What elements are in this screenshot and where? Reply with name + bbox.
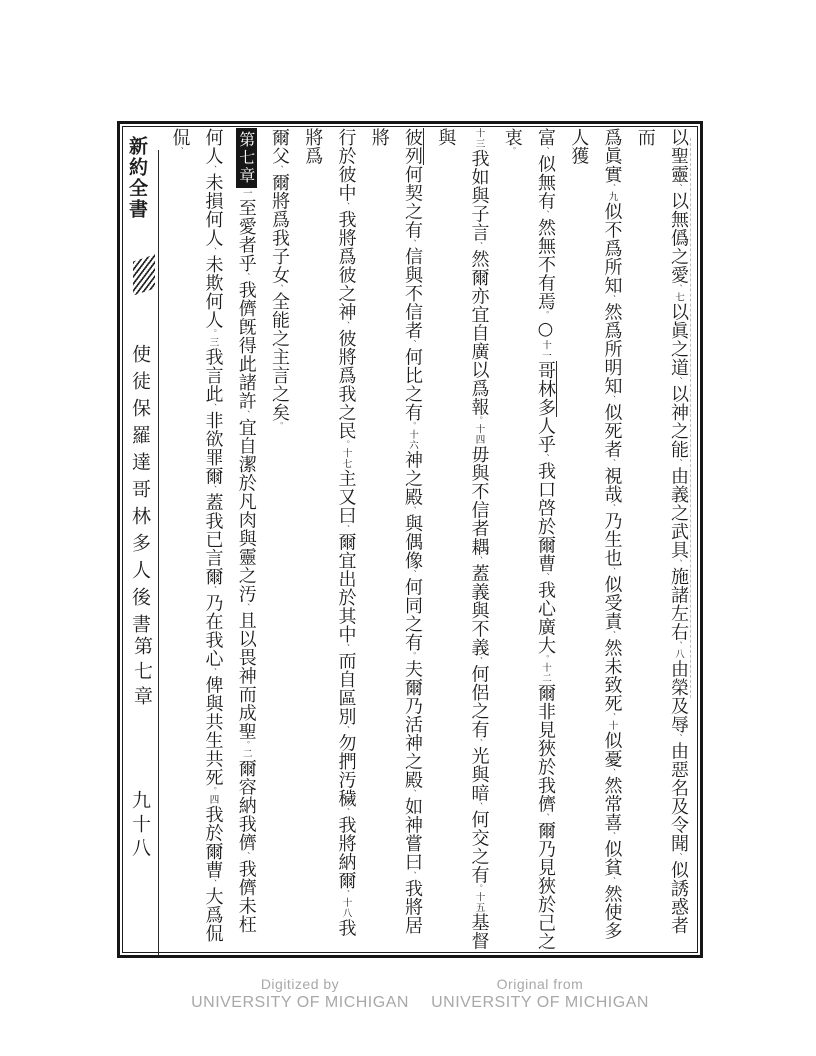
- punctuation-mark: 、: [607, 183, 617, 192]
- proper-noun-mark: 彼列: [402, 128, 423, 165]
- digitized-by-institution: UNIVERSITY OF MICHIGAN: [191, 994, 409, 1011]
- punctuation-mark: 、: [241, 272, 251, 281]
- punctuation-mark: 、: [408, 871, 417, 879]
- punctuation-mark: 。: [541, 654, 550, 663]
- punctuation-mark: 、: [408, 506, 417, 514]
- punctuation-mark: 。: [275, 421, 284, 430]
- punctuation-mark: 、: [541, 146, 550, 155]
- punctuation-mark: 、: [607, 458, 617, 467]
- hatch-ornament-icon: [133, 254, 155, 295]
- text-column-9: 何人、未損何人、未欺何人。三我言此、非欲罪爾、蓋我已言爾、乃在我心、俾與共生共死。四我於爾曹、大爲侃侃、: [169, 128, 224, 943]
- text-column-5: 彼列何契之有、信與不信者、何比之有。十六神之殿、與偶像、何同之有。夫爾乃活神之殿、如神嘗曰、我將居將: [368, 128, 423, 935]
- verse-number: 四: [207, 794, 219, 805]
- punctuation-mark: 、: [474, 656, 484, 665]
- punctuation-mark: 、: [175, 146, 185, 155]
- punctuation-mark: 、: [607, 831, 617, 840]
- punctuation-mark: 。: [208, 786, 218, 795]
- punctuation-mark: 、: [474, 556, 484, 564]
- original-from-stamp: [390, 976, 690, 1012]
- verse-number: 十七: [340, 448, 352, 469]
- verse-number: 十五: [473, 892, 485, 913]
- punctuation-mark: 、: [541, 210, 550, 218]
- punctuation-mark: 、: [674, 376, 683, 385]
- verse-number: 七: [673, 292, 684, 303]
- punctuation-mark: 、: [674, 458, 683, 467]
- punctuation-mark: 、: [607, 876, 617, 885]
- punctuation-mark: 、: [541, 813, 550, 821]
- punctuation-mark: 、: [341, 321, 351, 329]
- punctuation-mark: 、: [607, 768, 617, 776]
- punctuation-mark: 、: [607, 395, 617, 403]
- chapter-heading-box: 第七章: [236, 128, 257, 188]
- punctuation-mark: 、: [208, 165, 218, 173]
- punctuation-mark: 、: [674, 183, 683, 192]
- original-from-label: Original from: [496, 976, 584, 992]
- punctuation-mark: 、: [208, 879, 218, 887]
- punctuation-mark: 、: [607, 567, 617, 575]
- punctuation-mark: 、: [341, 202, 351, 210]
- text-column-2: 爲眞實、九似不爲所知、然爲所明知、似死者、視哉、乃生也、似受責、然未致死、十似憂、然常喜、似貧、然使多人獲: [568, 128, 623, 940]
- verse-number: 十八: [340, 897, 352, 919]
- punctuation-mark: 。: [241, 740, 251, 749]
- text-column-6: 行於彼中、我將爲彼之神、彼將爲我之民。十七主又曰、爾宜出於其中、而自區別、勿捫汚穢、我將納爾、十八我將爲: [302, 128, 357, 937]
- verse-number: 一: [240, 188, 252, 199]
- text-column-8: 第七章一至愛者乎、我儕旣得此諸許、宜自潔於凡肉與靈之汚、且以畏神而成聖。二爾容納我儕、我儕未枉: [230, 128, 263, 952]
- punctuation-mark: 、: [607, 294, 617, 303]
- punctuation-mark: 、: [408, 569, 417, 578]
- punctuation-mark: 、: [341, 889, 351, 898]
- punctuation-mark: 、: [674, 852, 683, 861]
- text-column-7: 爾父、爾將爲我子女、全能之主言之矣。: [269, 128, 290, 430]
- page-number: 九十八: [129, 790, 151, 862]
- verse-number: 三: [207, 337, 219, 348]
- margin-separator-line: [158, 150, 159, 956]
- punctuation-mark: 、: [208, 667, 218, 676]
- verse-number: 十一: [540, 340, 551, 361]
- punctuation-mark: 、: [241, 851, 251, 860]
- running-title: 使徒保羅達哥林多人後書: [129, 344, 151, 641]
- punctuation-mark: 。: [208, 329, 218, 337]
- text-column-1: 以聖靈、以無僞之愛、七以眞之道、以神之能、由義之武具、施諸左右、八由榮及辱、由惡名及令聞、似誘惑者而: [634, 128, 689, 935]
- punctuation-mark: 、: [474, 802, 484, 810]
- book-title: 新約全書: [126, 136, 148, 220]
- punctuation-mark: 、: [474, 738, 484, 747]
- punctuation-mark: 。: [474, 884, 484, 892]
- punctuation-mark: 。: [474, 416, 484, 424]
- text-column-4: 十三我如與子言、然爾亦宜自廣以爲報。十四毋與不信者耦、蓋義與不義、何侶之有、光與暗、何交之有。十五基督與: [435, 128, 490, 950]
- punctuation-mark: 、: [208, 247, 218, 255]
- punctuation-mark: 、: [241, 603, 251, 611]
- punctuation-mark: 、: [275, 165, 284, 173]
- verse-number: 十六: [407, 429, 418, 451]
- punctuation-mark: 、: [341, 643, 351, 652]
- punctuation-mark: 、: [341, 725, 351, 734]
- punctuation-mark: 、: [674, 641, 683, 649]
- verse-number: 九: [606, 191, 618, 202]
- verse-number: 十二: [540, 662, 551, 684]
- punctuation-mark: 、: [275, 284, 284, 292]
- margin-chapter-label: 第七章: [131, 636, 153, 711]
- proper-noun-mark: 哥林多: [535, 361, 556, 417]
- punctuation-mark: 、: [541, 572, 550, 581]
- punctuation-mark: 。: [507, 146, 517, 155]
- punctuation-mark: 、: [208, 585, 218, 594]
- punctuation-mark: 、: [241, 410, 251, 418]
- punctuation-mark: 、: [674, 284, 683, 292]
- punctuation-mark: 、: [208, 485, 218, 493]
- verse-number: 二: [240, 748, 252, 759]
- punctuation-mark: 、: [607, 630, 617, 639]
- verse-number: 八: [673, 649, 684, 660]
- punctuation-mark: 、: [408, 789, 417, 797]
- punctuation-mark: 、: [607, 503, 617, 512]
- punctuation-mark: 、: [674, 733, 683, 742]
- punctuation-mark: 。: [408, 421, 417, 430]
- digitized-by-label: Digitized by: [260, 976, 340, 992]
- original-from-institution: UNIVERSITY OF MICHIGAN: [431, 994, 649, 1011]
- verse-number: 十四: [473, 424, 485, 445]
- punctuation-mark: 。: [408, 651, 417, 660]
- punctuation-mark: 、: [408, 339, 417, 348]
- scripture-text-area: [163, 128, 695, 952]
- punctuation-mark: 、: [408, 239, 417, 247]
- punctuation-mark: 、: [341, 524, 351, 533]
- text-column-3: 富、似無有、然無不有焉。○十一哥林多人乎、我口啓於爾曹、我心廣大。十二爾非見狹於我儕、爾乃見狹於己之衷。: [501, 128, 556, 951]
- punctuation-mark: 、: [474, 241, 484, 250]
- punctuation-mark: 、: [541, 453, 550, 462]
- punctuation-mark: 、: [674, 559, 683, 567]
- punctuation-mark: 、: [208, 403, 218, 411]
- punctuation-mark: 、: [607, 712, 617, 721]
- verse-number: 十: [606, 720, 618, 731]
- punctuation-mark: 。: [341, 440, 351, 448]
- punctuation-mark: 。: [541, 310, 550, 319]
- punctuation-mark: 、: [341, 807, 351, 816]
- verse-number: 十三: [473, 128, 485, 149]
